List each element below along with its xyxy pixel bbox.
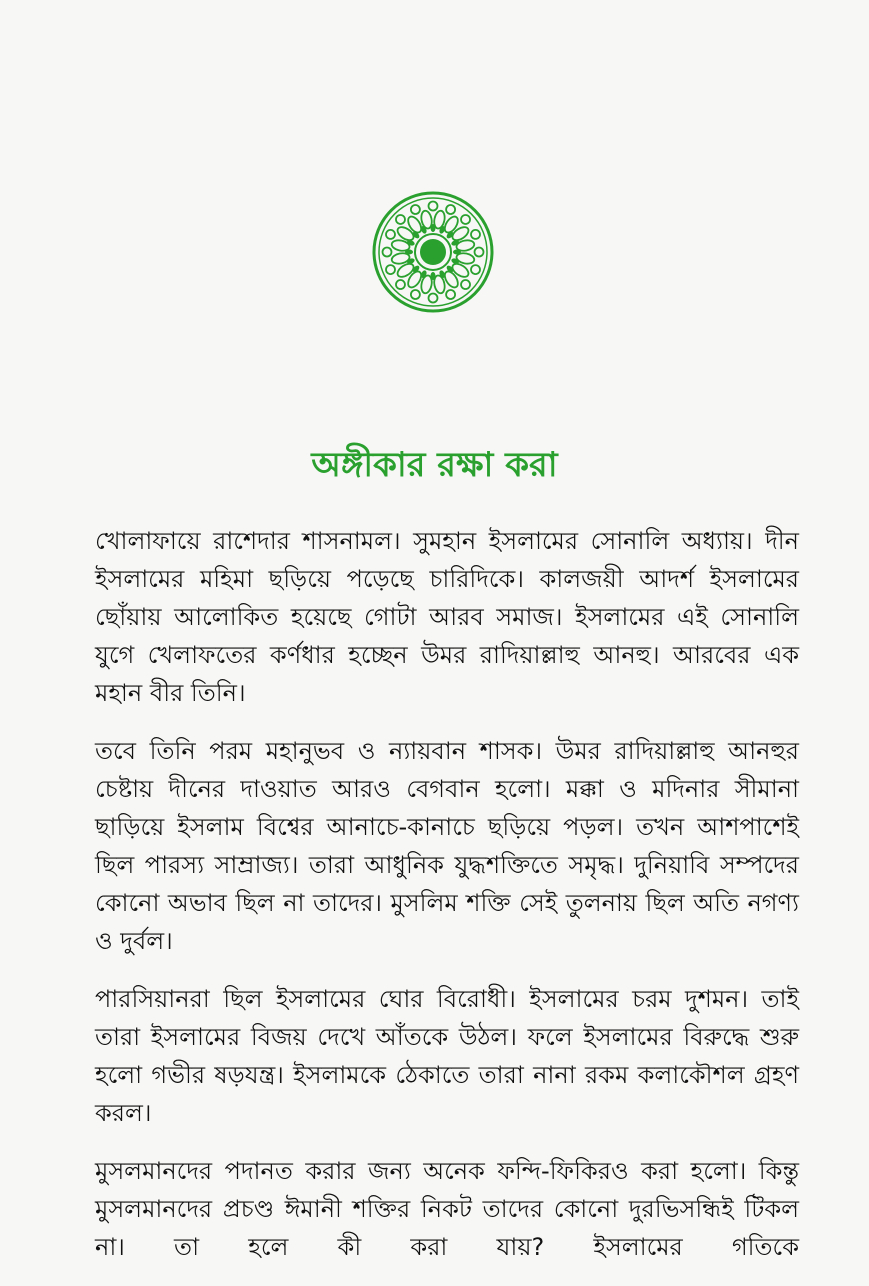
body-text (95, 522, 799, 1286)
chapter-title: অঙ্গীকার রক্ষা করা (311, 445, 558, 485)
paragraph: তবে তিনি পরম মহানুভব ও ন্যায়বান শাসক। উমর রাদিয়াল্লাহু আনহুর চেষ্টায় দীনের দাওয়াত আরও বেগবান হলো। মক্কা ও মদিনার সীমানা ছাড়িয়ে ইসলাম বিশ্বের আনাচে-কানাচে ছড়িয়ে পড়ল। তখন আশপাশেই ছিল পারস্য সাম্রাজ্য। তারা আধুনিক যুদ্ধশক্তিতে সমৃদ্ধ। দুনিয়াবি সম্পদের কোনো অভাব ছিল না তাদের। মুসলিম শক্তি সেই তুলনায় ছিল অতি নগণ্য ও দুর্বল। (95, 737, 799, 955)
paragraph: পারসিয়ানরা ছিল ইসলামের ঘোর বিরোধী। ইসলামের চরম দুশমন। তাই তারা ইসলামের বিজয় দেখে আঁতকে উঠল। ফলে ইসলামের বিরুদ্ধে শুরু হলো গভীর ষড়যন্ত্র। ইসলামকে ঠেকাতে তারা নানা রকম কলাকৌশল গ্রহণ করল। (95, 985, 799, 1127)
paragraph: মুসলমানদের পদানত করার জন্য অনেক ফন্দি-ফিকিরও করা হলো। কিন্তু মুসলমানদের প্রচণ্ড ঈমানী শক্তির নিকট তাদের কোনো দুরভিসন্ধিই টিকল না। তা হলে কী করা যায়? ইসলামের গতিকে (95, 1157, 799, 1261)
floral-medallion-icon (371, 190, 495, 314)
paragraph: খোলাফায়ে রাশেদার শাসনামল। সুমহান ইসলামের সোনালি অধ্যায়। দীন ইসলামের মহিমা ছড়িয়ে পড়েছে চারিদিকে। কালজয়ী আদর্শ ইসলামের ছোঁয়ায় আলোকিত হয়েছে গোটা আরব সমাজ। ইসলামের এই সোনালি যুগে খেলাফতের কর্ণধার হচ্ছেন উমর রাদিয়াল্লাহু আনহু। আরবের এক মহান বীর তিনি। (95, 527, 799, 707)
